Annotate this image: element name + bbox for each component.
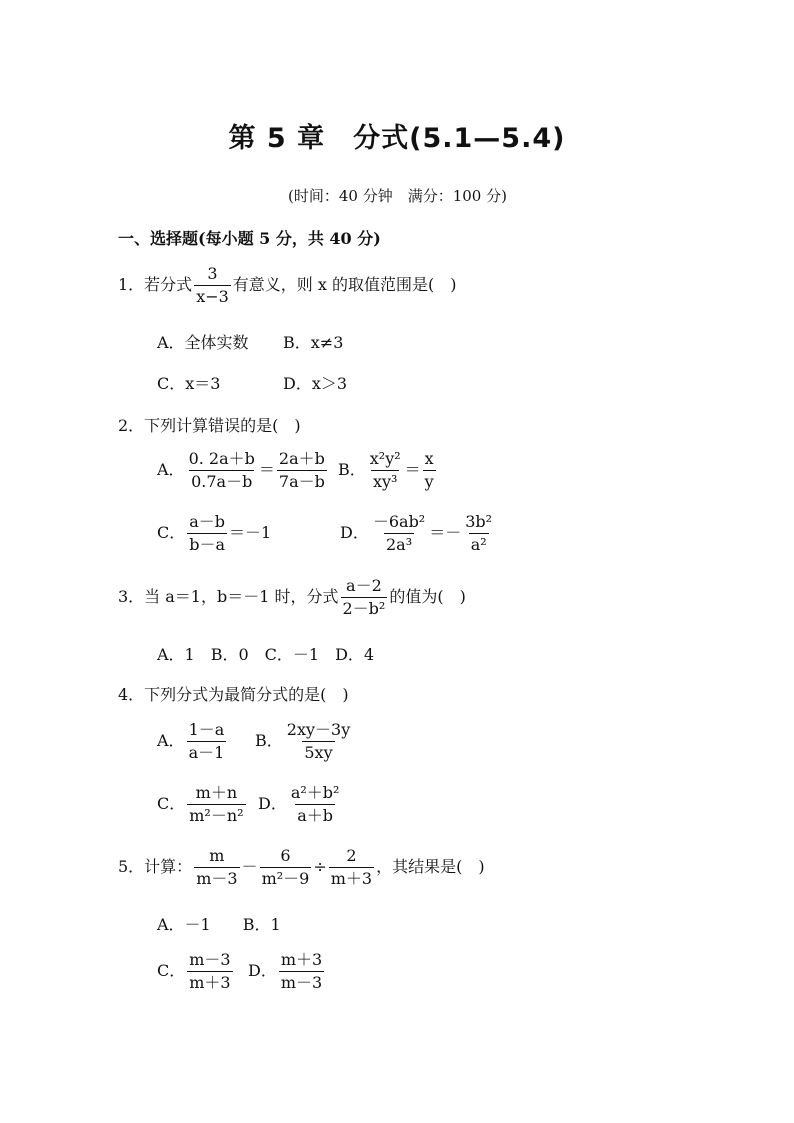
q4-option-b [255,720,354,763]
q2-d-frac-right [463,512,494,555]
q2-b-num-right: x [424,449,434,468]
q1-prefix: 1．若分式 [118,275,193,294]
q4-d-frac [289,783,342,826]
q3-prefix: 3．当 a＝1，b＝－1 时，分式 [118,587,339,606]
question-4-stem: 4．下列分式为最简分式的是( ) [118,685,349,704]
q4-a-num: 1－a [188,720,225,739]
q3-options: A．1 B．0 C．－1 D．4 [157,645,375,664]
q4-d-den: a＋b [297,806,334,825]
q2-d-frac-left [371,512,427,555]
q5-den-2: m²－9 [261,869,310,888]
q2-c-frac [187,512,227,555]
q4-a-label: A． [157,731,185,750]
q3-denominator: 2－b² [342,599,386,618]
q1-option-a: A．全体实数 [157,333,249,352]
q3-numerator: a－2 [346,576,382,595]
q2-d-label: D． [340,523,369,542]
q5-minus: － [241,857,258,876]
q4-option-d [258,783,343,826]
q2-d-num-left: －6ab² [372,512,426,531]
q2-option-c [157,512,271,555]
q5-frac-3 [329,846,374,889]
q1-suffix: 有意义，则 x 的取值范围是( ) [232,275,457,294]
q4-a-frac [187,720,227,763]
q4-option-a [157,720,228,763]
q5-den-3: m＋3 [330,869,373,888]
q2-a-num-right: 2a＋b [278,449,325,468]
q1-denominator: x−3 [196,287,229,306]
question-1 [118,264,456,307]
q5-suffix: ，其结果是( ) [376,857,485,876]
q2-a-num-left: 0. 2a＋b [188,449,255,468]
q4-c-label: C． [157,794,186,813]
q2-option-b [338,449,438,492]
q5-prefix: 5．计算： [118,857,193,876]
q2-b-frac-left [368,449,403,492]
q2-d-den-right: a² [470,535,487,554]
q5-c-num: m－3 [189,950,231,969]
q2-b-den-right: y [424,472,434,491]
q4-c-num: m＋n [195,783,238,802]
question-2-stem: 2．下列计算错误的是( ) [118,416,301,435]
q2-d-num-right: 3b² [465,512,493,531]
q2-c-label: C． [157,523,186,542]
q2-d-equals: ＝－ [429,523,462,542]
q2-option-d [340,512,496,555]
q4-d-num: a²＋b² [290,783,340,802]
q5-d-num: m＋3 [280,950,323,969]
question-5 [118,846,485,889]
section-heading: 一、选择题(每小题 5 分，共 40 分) [118,229,381,248]
question-3 [118,576,466,619]
q5-frac-1 [194,846,239,889]
q1-option-d: D．x＞3 [283,374,348,393]
q4-d-label: D． [258,794,287,813]
q5-option-c [157,950,235,993]
q2-a-den-left: 0.7a－b [191,472,253,491]
q5-num-2: 6 [280,846,291,865]
q5-d-label: D． [248,961,277,980]
q5-options-ab: A．－1 B．1 [157,915,281,934]
q5-c-den: m＋3 [189,973,231,992]
q4-b-num: 2xy－3y [286,720,351,739]
q2-c-den: b－a [189,535,226,554]
q2-c-num: a－b [189,512,226,531]
q4-a-den: a－1 [188,743,225,762]
exam-meta: (时间：40 分钟 满分：100 分) [288,187,507,205]
q5-divide: ÷ [313,857,327,876]
q4-c-den: m²－n² [189,806,244,825]
q2-d-den-left: 2a³ [385,535,413,554]
q2-b-frac-right [423,449,436,492]
q5-num-3: 2 [346,846,357,865]
q1-fraction [194,264,231,307]
q2-a-equals: ＝ [258,460,275,479]
q4-b-den: 5xy [304,743,333,762]
q5-num-1: m [209,846,225,865]
q5-d-frac [279,950,324,993]
q1-option-c: C．x＝3 [157,374,221,393]
q5-c-frac [187,950,232,993]
q2-option-a [157,449,329,492]
q4-c-frac [187,783,245,826]
q2-b-num-left: x²y² [369,449,401,468]
page-title: 第 5 章 分式(5.1—5.4) [228,123,566,154]
q2-c-rhs: ＝－1 [229,523,272,542]
q2-a-label: A． [157,460,185,479]
q5-d-den: m－3 [280,973,323,992]
q5-frac-2 [260,846,312,889]
q1-option-b: B．x≠3 [283,333,344,352]
q3-fraction [341,576,388,619]
q1-numerator: 3 [207,264,218,283]
q4-b-label: B． [255,731,283,750]
q5-option-d [248,950,326,993]
q2-b-label: B． [338,460,366,479]
q2-b-equals: ＝ [404,460,421,479]
q2-a-frac-right [277,449,327,492]
q2-b-den-left: xy³ [372,472,398,491]
q4-option-c [157,783,248,826]
q4-b-frac [285,720,352,763]
q5-c-label: C． [157,961,186,980]
q2-a-den-right: 7a－b [278,472,325,491]
q3-suffix: 的值为( ) [389,587,466,606]
q2-a-frac-left [187,449,257,492]
q5-den-1: m－3 [196,869,238,888]
